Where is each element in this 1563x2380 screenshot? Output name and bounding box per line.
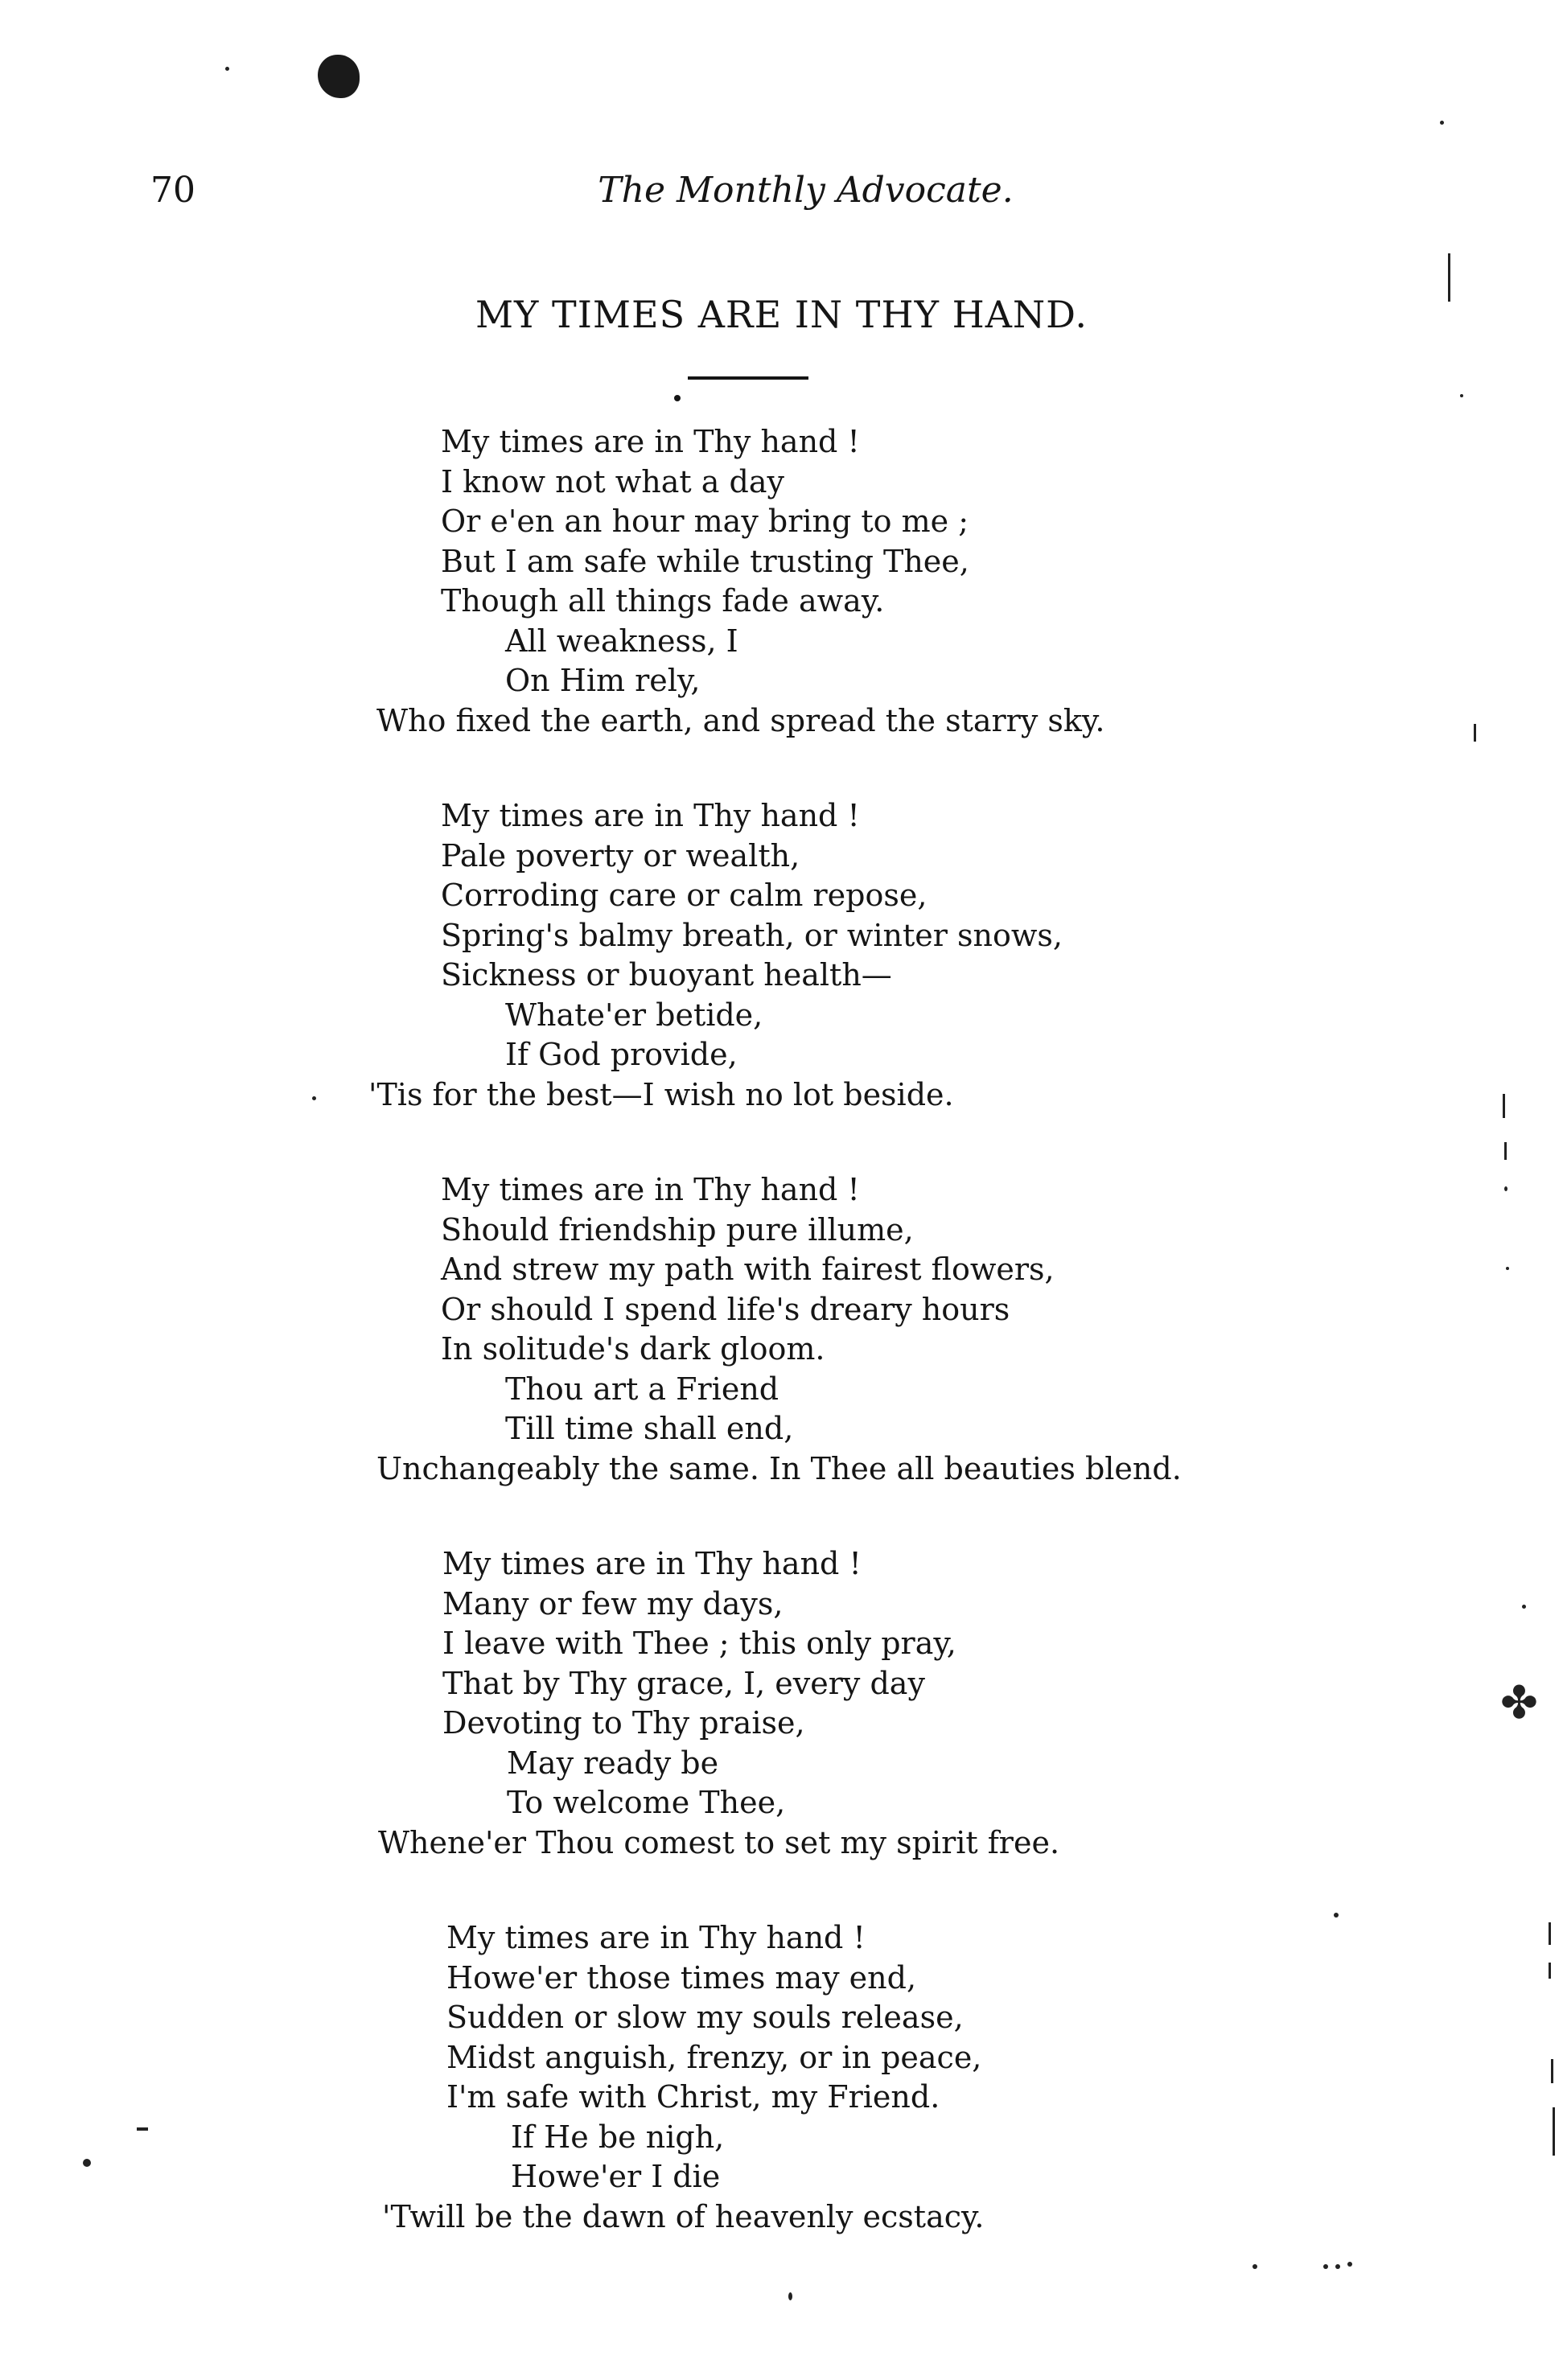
scan-speck — [83, 2159, 91, 2167]
poem-line: My times are in Thy hand ! — [441, 424, 860, 459]
fleuron-ornament-icon: ✤ — [1500, 1677, 1538, 1729]
running-title: The Monthly Advocate. — [598, 170, 1014, 211]
scan-speck — [1460, 394, 1463, 397]
poem-line: On Him rely, — [505, 663, 701, 698]
poem-line: Many or few my days, — [442, 1586, 784, 1622]
scan-speck — [1252, 2264, 1257, 2269]
poem-line: 'Tis for the best—I wish no lot beside. — [368, 1077, 954, 1112]
poem-line: That by Thy grace, I, every day — [442, 1666, 925, 1701]
poem-line: All weakness, I — [505, 623, 738, 659]
poem-line: Or should I spend life's dreary hours — [441, 1292, 1010, 1327]
poem-line: Whene'er Thou comest to set my spirit free. — [378, 1825, 1060, 1860]
scan-speck — [1335, 2264, 1340, 2269]
title-rule — [688, 376, 808, 380]
poem-line: Unchangeably the same. In Thee all beauties blend. — [376, 1451, 1182, 1486]
scan-mark — [1549, 1963, 1551, 1979]
scan-mark — [137, 2127, 148, 2131]
scan-speck — [1334, 1913, 1339, 1918]
scan-mark — [1474, 724, 1476, 742]
poem-title: MY TIMES ARE IN THY HAND. — [475, 293, 1088, 336]
title-rule-dot — [674, 395, 681, 401]
poem-line: Spring's balmy breath, or winter snows, — [441, 918, 1063, 953]
poem-line: Till time shall end, — [505, 1411, 794, 1446]
poem-line: If He be nigh, — [511, 2119, 725, 2155]
poem-line: I know not what a day — [441, 464, 784, 499]
poem-line: I'm safe with Christ, my Friend. — [446, 2079, 940, 2115]
scan-speck — [1347, 2262, 1352, 2267]
poem-line: Who fixed the earth, and spread the starry sky. — [376, 703, 1105, 738]
poem-line: Should friendship pure illume, — [441, 1212, 914, 1248]
poem-line: Though all things fade away. — [441, 583, 885, 619]
poem-line: I leave with Thee ; this only pray, — [442, 1626, 956, 1661]
scan-speck — [788, 2292, 792, 2300]
scan-mark — [1503, 1094, 1505, 1118]
poem-line: Or e'en an hour may bring to me ; — [441, 504, 969, 539]
scan-speck — [1440, 121, 1444, 125]
ink-blot — [318, 55, 360, 98]
poem-line: And strew my path with fairest flowers, — [441, 1252, 1055, 1287]
poem-line: If God provide, — [505, 1037, 738, 1072]
scan-speck — [1504, 1186, 1507, 1191]
scan-speck — [1323, 2264, 1328, 2269]
poem-line: My times are in Thy hand ! — [442, 1546, 862, 1581]
page-number: 70 — [150, 170, 195, 211]
poem-line: In solitude's dark gloom. — [441, 1331, 825, 1367]
scan-speck — [312, 1096, 316, 1100]
poem-line: Sudden or slow my souls release, — [446, 2000, 964, 2035]
scan-speck — [1506, 1267, 1509, 1270]
poem-line: 'Twill be the dawn of heavenly ecstacy. — [382, 2199, 985, 2234]
scan-mark — [1553, 2107, 1555, 2156]
scan-mark — [1549, 1922, 1551, 1945]
poem-line: To welcome Thee, — [507, 1785, 786, 1820]
scan-speck — [1522, 1605, 1526, 1609]
scan-speck — [225, 67, 229, 71]
poem-line: But I am safe while trusting Thee, — [441, 544, 969, 579]
poem-line: May ready be — [507, 1745, 719, 1781]
poem-line: Howe'er those times may end, — [446, 1960, 917, 1996]
poem-line: My times are in Thy hand ! — [441, 1172, 860, 1207]
poem-line: Thou art a Friend — [505, 1371, 779, 1407]
scan-mark — [1504, 1142, 1507, 1160]
poem-line: Midst anguish, frenzy, or in peace, — [446, 2040, 982, 2075]
scan-mark — [1551, 2059, 1553, 2083]
poem-line: My times are in Thy hand ! — [446, 1920, 866, 1955]
poem-line: Pale poverty or wealth, — [441, 838, 800, 873]
poem-line: Howe'er I die — [511, 2159, 721, 2194]
poem-line: Corroding care or calm repose, — [441, 878, 928, 913]
poem-line: Devoting to Thy praise, — [442, 1705, 805, 1741]
poem-line: My times are in Thy hand ! — [441, 798, 860, 833]
poem-line: Whate'er betide, — [505, 997, 763, 1033]
poem-line: Sickness or buoyant health— — [441, 957, 892, 993]
